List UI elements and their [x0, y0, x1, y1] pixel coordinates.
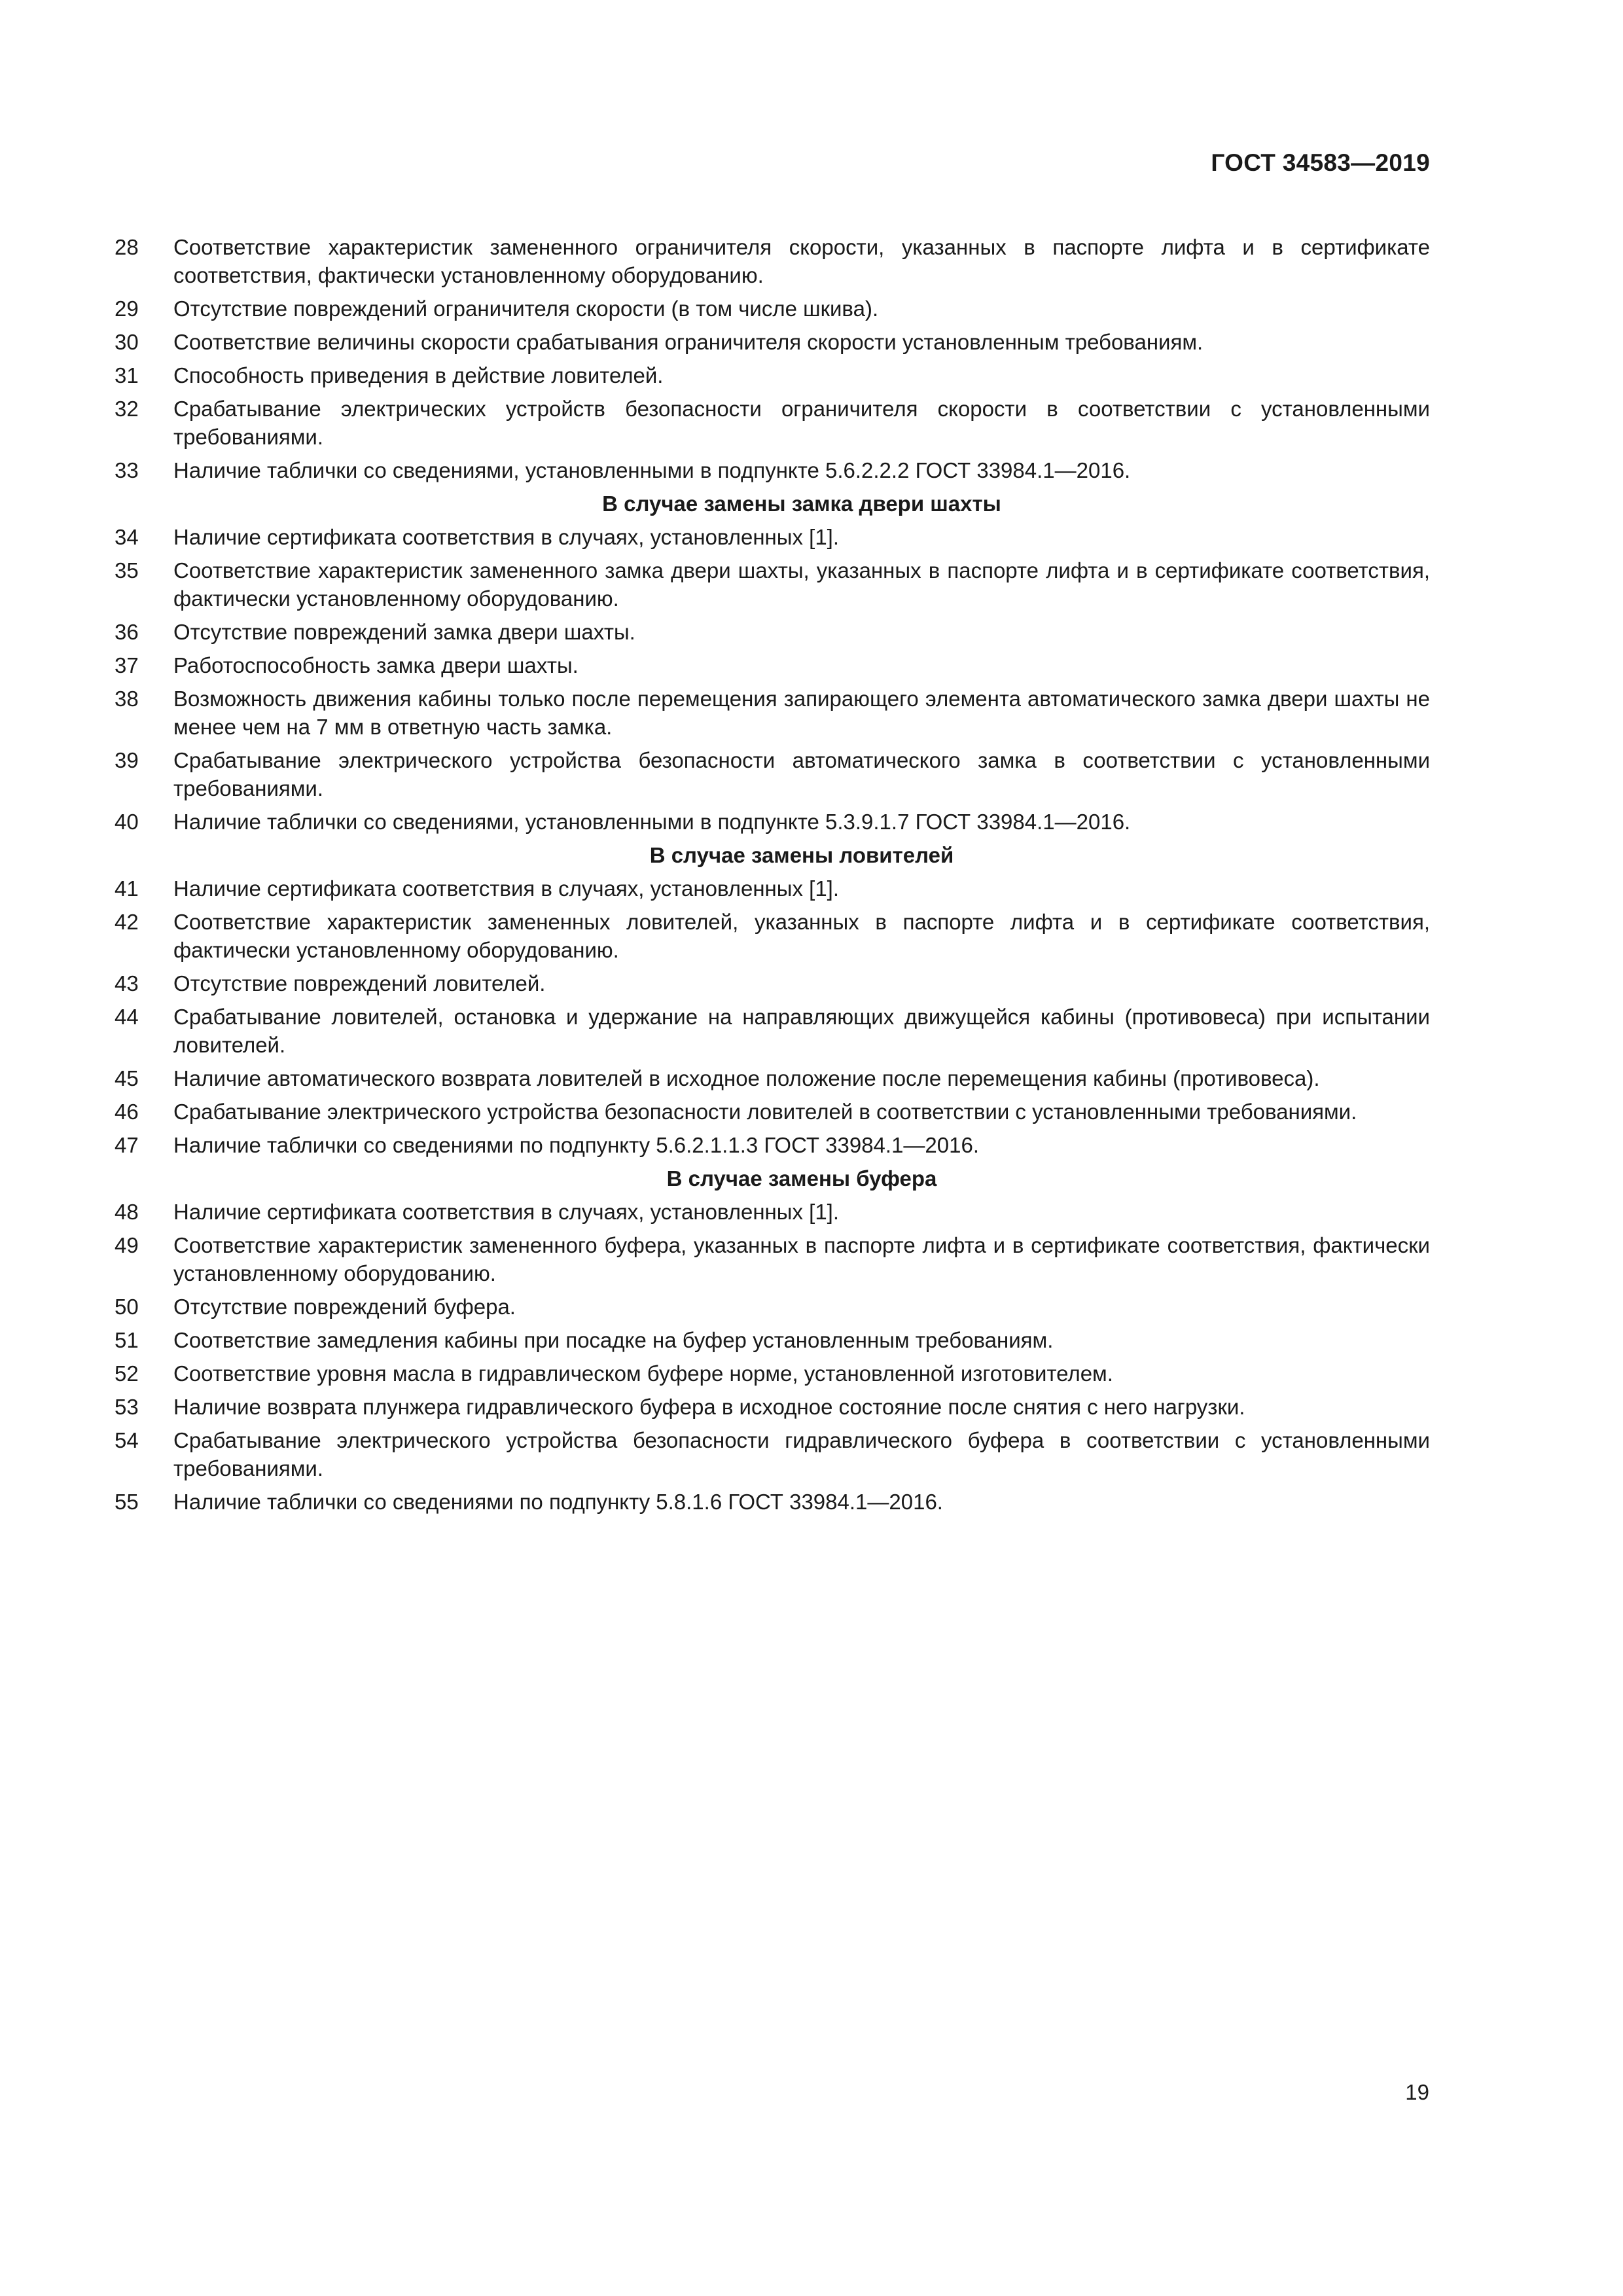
list-item	[115, 1064, 1430, 1092]
item-text: Соответствие характеристик замененного ограничителя скорости, указанных в паспорте лифта и в сертификате соответствия, фактически установленному оборудованию.	[173, 235, 1430, 287]
list-item	[115, 1131, 1430, 1159]
item-number: 43	[115, 971, 139, 996]
item-text: Соответствие замедления кабины при посадке на буфер установленным требованиям.	[173, 1328, 1054, 1352]
section-heading: В случае замены замка двери шахты	[602, 492, 1001, 516]
item-number: 29	[115, 296, 139, 321]
item-text: Отсутствие повреждений ловителей.	[173, 971, 546, 996]
list-item	[115, 874, 1430, 903]
item-text: Наличие таблички со сведениями по подпункту 5.8.1.6 ГОСТ 33984.1—2016.	[173, 1490, 943, 1514]
item-number: 42	[115, 910, 139, 934]
item-number: 28	[115, 235, 139, 259]
item-text: Наличие возврата плунжера гидравлического буфера в исходное состояние после снятия с него нагрузки.	[173, 1395, 1245, 1419]
item-text: Срабатывание электрического устройства безопасности ловителей в соответствии с установленными требованиями.	[173, 1100, 1357, 1124]
item-number: 33	[115, 458, 139, 482]
list-item	[115, 1098, 1430, 1126]
item-text: Возможность движения кабины только после перемещения запирающего элемента автоматического замка двери шахты не менее чем на 7 мм в ответную часть замка.	[173, 687, 1430, 739]
item-text: Способность приведения в действие ловителей.	[173, 363, 664, 387]
item-text: Наличие сертификата соответствия в случаях, установленных [1].	[173, 1200, 840, 1224]
item-number: 32	[115, 397, 139, 421]
list-item	[115, 908, 1430, 964]
item-text: Соответствие характеристик замененного буфера, указанных в паспорте лифта и в сертификате соответствия, фактически установленному оборудованию.	[173, 1233, 1430, 1285]
item-number: 36	[115, 620, 139, 644]
list-item	[115, 1393, 1430, 1421]
list-item	[115, 523, 1430, 551]
section-heading: В случае замены ловителей	[649, 843, 954, 867]
item-text: Отсутствие повреждений замка двери шахты.	[173, 620, 635, 644]
item-number: 30	[115, 330, 139, 354]
item-number: 31	[115, 363, 139, 387]
list-item	[115, 1488, 1430, 1516]
list-item	[115, 1198, 1430, 1226]
list-item	[115, 1293, 1430, 1321]
list-item	[115, 685, 1430, 741]
list-item	[115, 361, 1430, 389]
item-text: Наличие таблички со сведениями по подпункту 5.6.2.1.1.3 ГОСТ 33984.1—2016.	[173, 1133, 980, 1157]
list-item	[115, 808, 1430, 836]
item-number: 45	[115, 1066, 139, 1090]
item-number: 53	[115, 1395, 139, 1419]
document-code: ГОСТ 34583—2019	[1211, 149, 1430, 176]
item-number: 52	[115, 1361, 139, 1386]
item-text: Срабатывание электрических устройств безопасности ограничителя скорости в соответствии с установленными требованиями.	[173, 397, 1430, 449]
item-number: 40	[115, 810, 139, 834]
item-number: 51	[115, 1328, 139, 1352]
item-number: 54	[115, 1428, 139, 1452]
section-heading: В случае замены буфера	[666, 1166, 937, 1191]
item-text: Соответствие величины скорости срабатывания ограничителя скорости установленным требованиям.	[173, 330, 1204, 354]
item-text: Наличие таблички со сведениями, установленными в подпункте 5.6.2.2.2 ГОСТ 33984.1—2016.	[173, 458, 1131, 482]
list-item	[115, 618, 1430, 646]
item-text: Наличие сертификата соответствия в случаях, установленных [1].	[173, 525, 840, 549]
list-item	[115, 1326, 1430, 1354]
list-item	[115, 1231, 1430, 1287]
item-number: 48	[115, 1200, 139, 1224]
list-item	[115, 395, 1430, 451]
list-item	[115, 1359, 1430, 1388]
item-text: Соответствие характеристик замененного замка двери шахты, указанных в паспорте лифта и в сертификате соответствия, фактически установленному оборудованию.	[173, 558, 1430, 611]
item-text: Срабатывание электрического устройства безопасности автоматического замка в соответствии с установленными требованиями.	[173, 748, 1430, 800]
item-text: Работоспособность замка двери шахты.	[173, 653, 579, 677]
item-number: 49	[115, 1233, 139, 1257]
list-item	[115, 1003, 1430, 1059]
item-text: Отсутствие повреждений ограничителя скорости (в том числе шкива).	[173, 296, 879, 321]
item-number: 34	[115, 525, 139, 549]
list-item	[115, 969, 1430, 997]
list-item	[115, 1426, 1430, 1482]
list-item	[115, 651, 1430, 679]
item-number: 50	[115, 1295, 139, 1319]
item-text: Наличие таблички со сведениями, установленными в подпункте 5.3.9.1.7 ГОСТ 33984.1—2016.	[173, 810, 1131, 834]
item-text: Срабатывание ловителей, остановка и удержание на направляющих движущейся кабины (противовеса) при испытании ловителей.	[173, 1005, 1430, 1057]
item-text: Наличие сертификата соответствия в случаях, установленных [1].	[173, 876, 840, 901]
list-item	[115, 328, 1430, 356]
item-text: Соответствие уровня масла в гидравлическом буфере норме, установленной изготовителем.	[173, 1361, 1113, 1386]
list-item	[115, 556, 1430, 613]
list-item	[115, 233, 1430, 289]
list-item	[115, 295, 1430, 323]
item-number: 46	[115, 1100, 139, 1124]
item-number: 37	[115, 653, 139, 677]
list-item	[115, 456, 1430, 484]
item-number: 47	[115, 1133, 139, 1157]
item-number: 55	[115, 1490, 139, 1514]
item-number: 38	[115, 687, 139, 711]
page-number: 19	[1405, 2080, 1429, 2104]
item-text: Наличие автоматического возврата ловителей в исходное положение после перемещения кабины (противовеса).	[173, 1066, 1320, 1090]
item-number: 35	[115, 558, 139, 583]
item-number: 39	[115, 748, 139, 772]
item-text: Срабатывание электрического устройства безопасности гидравлического буфера в соответствии с установленными требованиями.	[173, 1428, 1430, 1480]
item-number: 41	[115, 876, 139, 901]
requirements-list	[115, 233, 1430, 1521]
item-number: 44	[115, 1005, 139, 1029]
list-item	[115, 746, 1430, 802]
item-text: Отсутствие повреждений буфера.	[173, 1295, 516, 1319]
item-text: Соответствие характеристик замененных ловителей, указанных в паспорте лифта и в сертификате соответствия, фактически установленному оборудованию.	[173, 910, 1430, 962]
